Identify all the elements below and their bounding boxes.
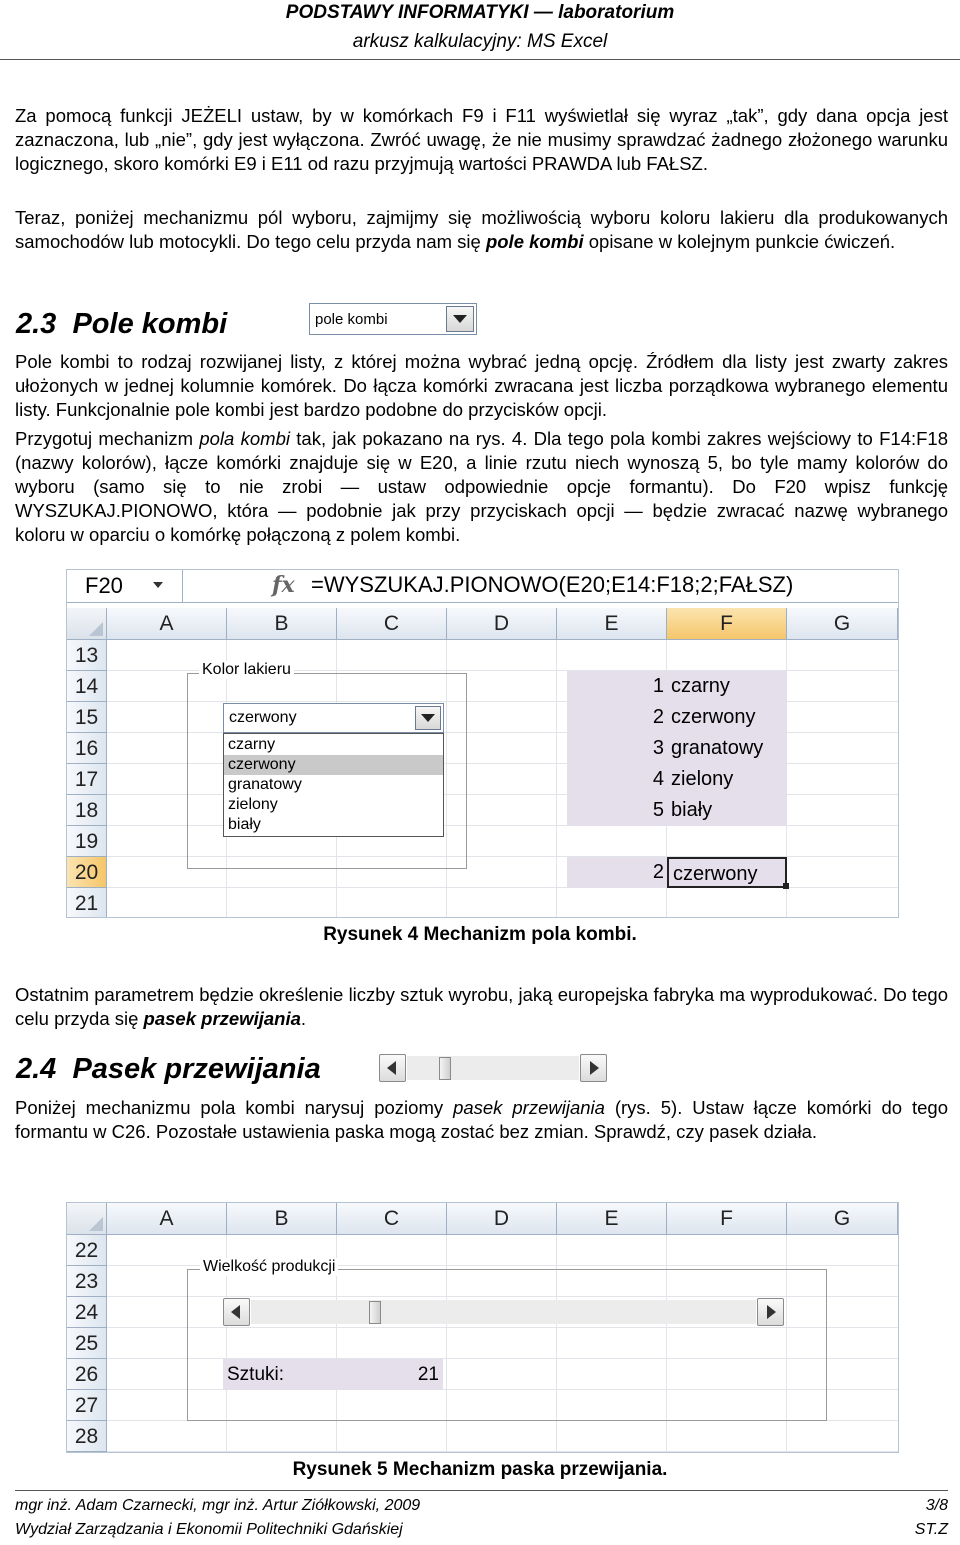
excel-figure-combo (66, 569, 899, 918)
paragraph-pole-kombi-definition: Pole kombi to rodzaj rozwijanej listy, z której można wybrać jedną opcję. Źródłem dla listy jest zwarty zakres ułożonych w jednej kolumnie komórek. Do łącza komórki zwracana jest liczba porządkowa wybranego elementu listy. Funkcjonalnie pole kombi jest bardzo podobne do przycisków opcji. (15, 351, 948, 420)
document-title: PODSTAWY INFORMATYKI — laboratorium (285, 2, 675, 23)
document-subtitle: arkusz kalkulacyjny: MS Excel (352, 31, 608, 52)
cell-b26-c26[interactable] (223, 1359, 443, 1390)
header-rule (0, 59, 960, 60)
scroll-bar-example[interactable] (379, 1054, 608, 1084)
list-item[interactable]: zielony (228, 796, 278, 813)
paragraph-text: Przygotuj mechanizm (15, 428, 200, 449)
cell-e14[interactable]: 1 (567, 671, 667, 702)
paragraph-text: opisane w kolejnym punkcie ćwiczeń. (583, 231, 896, 252)
paragraph-text: Poniżej mechanizmu pola kombi narysuj poziomy (15, 1097, 454, 1118)
figure-caption-5: Rysunek 5 Mechanizm paska przewijania. (292, 1459, 668, 1480)
section-title: Pasek przewijania (72, 1053, 321, 1085)
cell-e18[interactable]: 5 (567, 795, 667, 826)
list-item[interactable]: czerwony (224, 755, 443, 775)
cell-f14[interactable]: czarny (667, 671, 787, 702)
row-header-23[interactable]: 23 (67, 1266, 107, 1297)
section-number: 2.4 (16, 1053, 57, 1085)
list-item[interactable]: granatowy (228, 776, 302, 793)
section-heading-2-3 (16, 308, 227, 341)
name-box-value: F20 (85, 573, 123, 598)
column-header-g[interactable]: G (787, 608, 898, 640)
dropdown-arrow-icon[interactable] (415, 706, 441, 730)
column-header-g[interactable]: G (787, 1203, 898, 1235)
excel-figure-scrollbar (66, 1202, 899, 1453)
group-box-title: Wielkość produkcji (200, 1258, 338, 1276)
paragraph-text: . (300, 1008, 307, 1029)
function-fx-icon[interactable]: fx (272, 572, 295, 598)
row-header-27[interactable]: 27 (67, 1390, 107, 1421)
term-pole-kombi: pole kombi (485, 231, 584, 252)
paragraph-text: tak, jak pokazano na rys. 4. Dla tego pola kombi zakres wejściowy to F14:F18 (nazwy kolorów), łącze komórki znajduje się w E20, a linie rzutu niech wynoszą 5, bo tyle mamy kolorów do wyboru (samo się to nie zrobi — ustaw odpowiednie opcje formantu). Do F20 wpisz funkcję WYSZUKAJ.PIONOWO, która — podobnie jak przy przyciskach opcji — będzie zwracać nazwę wybranego koloru w oparciu o komórkę połączoną z polem kombi. (15, 428, 948, 545)
cell-f16[interactable]: granatowy (667, 733, 787, 764)
row-header-13[interactable]: 13 (67, 640, 107, 671)
formula-bar (67, 570, 898, 603)
cell-f17[interactable]: zielony (667, 764, 787, 795)
paragraph-text: (rys. 5). Ustaw łącze komórki do tego formantu w C26. Pozostałe ustawienia paska mogą zostać bez zmian. Sprawdź, czy pasek działa. (15, 1097, 948, 1142)
grid-line (556, 640, 557, 918)
scroll-left-arrow-icon[interactable] (379, 1054, 406, 1082)
section-number: 2.3 (16, 308, 57, 340)
paragraph-jezeli: Za pomocą funkcji JEŻELI ustaw, by w komórkach F9 i F11 wyświetlał się wyraz „tak”, gdy dana opcja jest zaznaczona, lub „nie”, gdy jest wyłączona. Zwróć uwagę, że nie musimy sprawdzać żadnego złożonego warunku logicznego, skoro komórki E9 i E11 od razu przyjmują wartości PRAWDA lub FAŁSZ. (15, 105, 948, 174)
section-heading-2-4 (16, 1053, 321, 1086)
group-box-title: Kolor lakieru (199, 661, 294, 679)
cell-f20-active[interactable]: czerwony (667, 857, 787, 888)
column-header-e[interactable]: E (557, 608, 667, 640)
list-item[interactable]: biały (228, 816, 261, 833)
dropdown-list[interactable] (223, 733, 444, 837)
cell-f18[interactable]: biały (667, 795, 787, 826)
term-pola-kombi: pola kombi (199, 428, 290, 449)
paragraph-kolor-lakieru (15, 206, 948, 254)
row-header-26[interactable]: 26 (67, 1359, 107, 1390)
scroll-thumb[interactable] (369, 1301, 381, 1324)
formula-text[interactable]: =WYSZUKAJ.PIONOWO(E20;E14:F18;2;FAŁSZ) (311, 572, 794, 597)
term-pasek-przewijania: pasek przewijania (143, 1008, 301, 1029)
row-header-17[interactable]: 17 (67, 764, 107, 795)
sztuki-label: Sztuki: (227, 1364, 285, 1385)
row-header-14[interactable]: 14 (67, 671, 107, 702)
term-pasek-przewijania: pasek przewijania (453, 1097, 605, 1118)
select-all-corner[interactable] (67, 608, 107, 640)
column-header-f[interactable]: F (667, 1203, 787, 1235)
footer-authors: mgr inż. Adam Czarnecki, mgr inż. Artur Ziółkowski, 2009 (15, 1497, 421, 1514)
group-box-wielkosc-produkcji (187, 1269, 827, 1421)
footer-rule (15, 1490, 948, 1491)
name-box[interactable] (67, 570, 183, 602)
column-header-f[interactable]: F (667, 608, 787, 640)
scroll-track[interactable] (407, 1056, 579, 1080)
column-header-d[interactable]: D (447, 1203, 557, 1235)
scroll-bar-produkcja[interactable] (223, 1298, 785, 1328)
column-header-e[interactable]: E (557, 1203, 667, 1235)
scroll-right-arrow-icon[interactable] (580, 1054, 607, 1082)
row-header-18[interactable]: 18 (67, 795, 107, 826)
combo-box-value: czerwony (229, 709, 297, 726)
select-all-corner[interactable] (67, 1203, 107, 1235)
cell-e20[interactable]: 2 (567, 857, 667, 888)
cell-e17[interactable]: 4 (567, 764, 667, 795)
scroll-track[interactable] (251, 1300, 756, 1324)
footer-faculty: Wydział Zarządzania i Ekonomii Politechniki Gdańskiej (15, 1521, 403, 1538)
figure-caption-4: Rysunek 4 Mechanizm pola kombi. (323, 924, 637, 945)
paragraph-pasek-task (15, 1096, 948, 1144)
row-header-28[interactable]: 28 (67, 1421, 107, 1452)
combo-box-kolor[interactable] (223, 703, 444, 733)
column-header-c[interactable]: C (337, 1203, 447, 1235)
cell-e16[interactable]: 3 (567, 733, 667, 764)
row-header-24[interactable]: 24 (67, 1297, 107, 1328)
column-header-d[interactable]: D (447, 608, 557, 640)
row-header-21[interactable]: 21 (67, 888, 107, 918)
name-box-dropdown-icon[interactable] (153, 582, 163, 588)
column-header-b[interactable]: B (227, 608, 337, 640)
row-header-20[interactable]: 20 (67, 857, 107, 888)
column-header-a[interactable]: A (107, 608, 227, 640)
sztuki-value: 21 (417, 1364, 439, 1385)
combo-box-label: pole kombi (315, 311, 388, 328)
list-item[interactable]: czarny (228, 736, 276, 753)
scroll-left-arrow-icon[interactable] (223, 1298, 250, 1326)
column-header-c[interactable]: C (337, 608, 447, 640)
row-header-15[interactable]: 15 (67, 702, 107, 733)
paragraph-text: Teraz, poniżej mechanizmu pól wyboru, zajmijmy się możliwością wyboru koloru lakieru dla produkowanych samochodów lub motocykli. Do tego celu przyda nam się (15, 207, 948, 252)
row-header-25[interactable]: 25 (67, 1328, 107, 1359)
cell-e15[interactable]: 2 (567, 702, 667, 733)
dropdown-arrow-icon[interactable] (446, 306, 474, 332)
combo-box-example[interactable] (309, 303, 477, 335)
footer-code: ST.Z (914, 1521, 948, 1538)
paragraph-liczba-sztuk (15, 983, 948, 1031)
scroll-right-arrow-icon[interactable] (757, 1298, 784, 1326)
section-title: Pole kombi (72, 308, 228, 340)
fill-handle[interactable] (783, 883, 789, 889)
paragraph-pole-kombi-task (15, 427, 948, 547)
cell-f15[interactable]: czerwony (667, 702, 787, 733)
column-header-b[interactable]: B (227, 1203, 337, 1235)
row-header-22[interactable]: 22 (67, 1235, 107, 1266)
row-header-19[interactable]: 19 (67, 826, 107, 857)
paragraph-text: Ostatnim parametrem będzie określenie liczby sztuk wyrobu, jaką europejska fabryka ma wyprodukować. Do tego celu przyda się (15, 984, 948, 1029)
footer-page: 3/8 (925, 1497, 948, 1514)
row-header-16[interactable]: 16 (67, 733, 107, 764)
scroll-thumb[interactable] (439, 1057, 451, 1080)
column-header-a[interactable]: A (107, 1203, 227, 1235)
